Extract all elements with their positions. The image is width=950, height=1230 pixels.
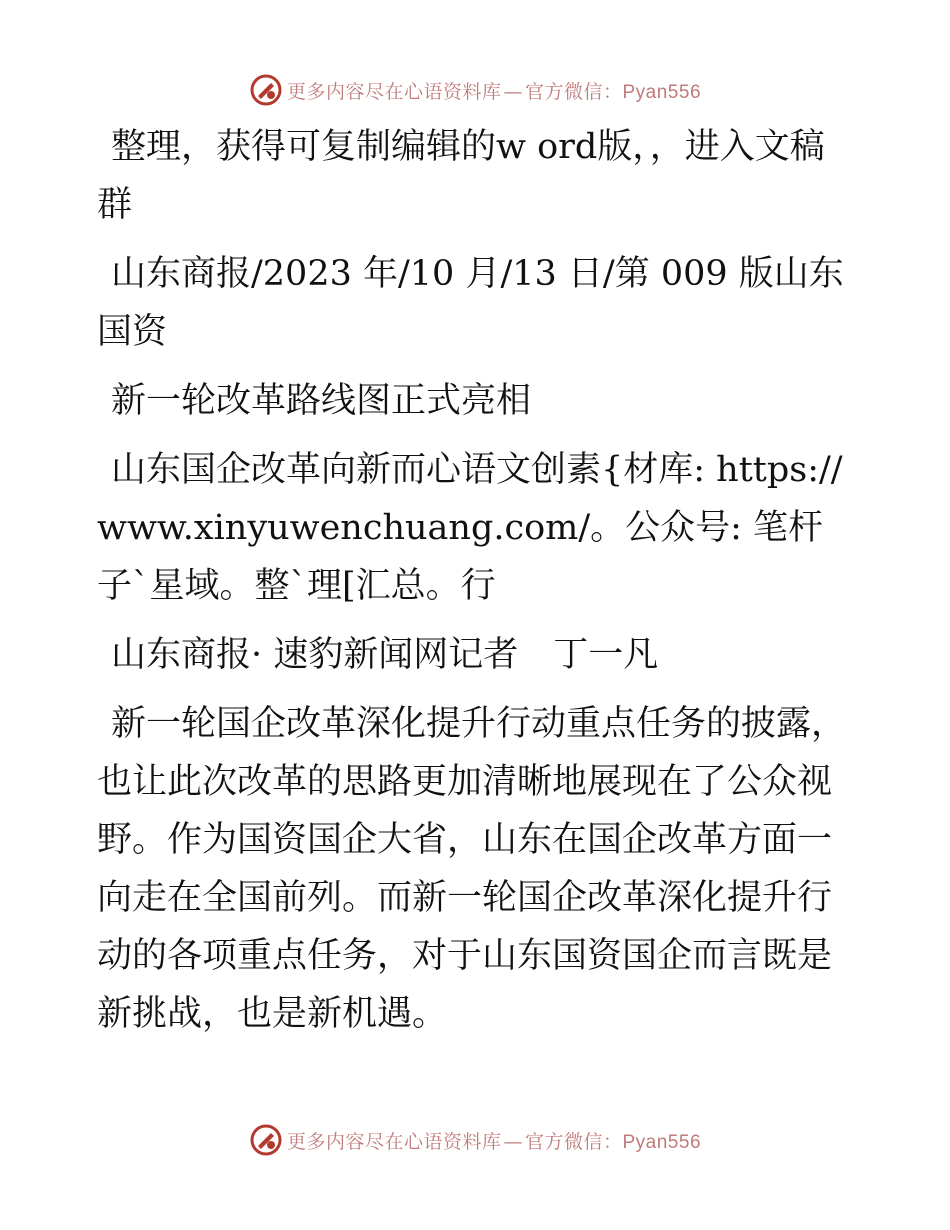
brand-logo-icon [249,73,283,107]
header-banner-text: 更多内容尽在心语资料库 — 官方微信：Pyan556 [286,80,702,103]
brand-logo-icon [249,1123,283,1157]
paragraph-byline: 山东商报· 速豹新闻网记者 丁一凡 [111,635,659,675]
paragraph-body: 新一轮国企改革深化提升行动重点任务的披露，也让此次改革的思路更加清晰地展现在了公众视野。作为国资国企大省，山东在国企改革方面一向走在全国前列。而新一轮国企改革深化提升行动的各项重点任务，对于山东国资国企而言既是新挑战，也是新机遇。 [97,704,847,1034]
footer-banner-text: 更多内容尽在心语资料库 — 官方微信：Pyan556 [286,1130,702,1153]
header-banner [0,70,950,110]
article-title: 新一轮改革路线图正式亮相 [111,381,532,421]
paragraph-subtitle: 山东国企改革向新而心语文创素{材库: https://www.xinyuwenchuang.com/。公众号: 笔杆子`星域。整`理[汇总。行 [97,450,843,606]
document-body [97,118,857,1054]
footer-banner [0,1120,950,1160]
paragraph-intro: 整理，获得可复制编辑的w ord版，，进入文稿群 [97,127,825,225]
paragraph-source: 山东商报/2023 年/10 月/13 日/第 009 版山东国资 [97,254,844,352]
